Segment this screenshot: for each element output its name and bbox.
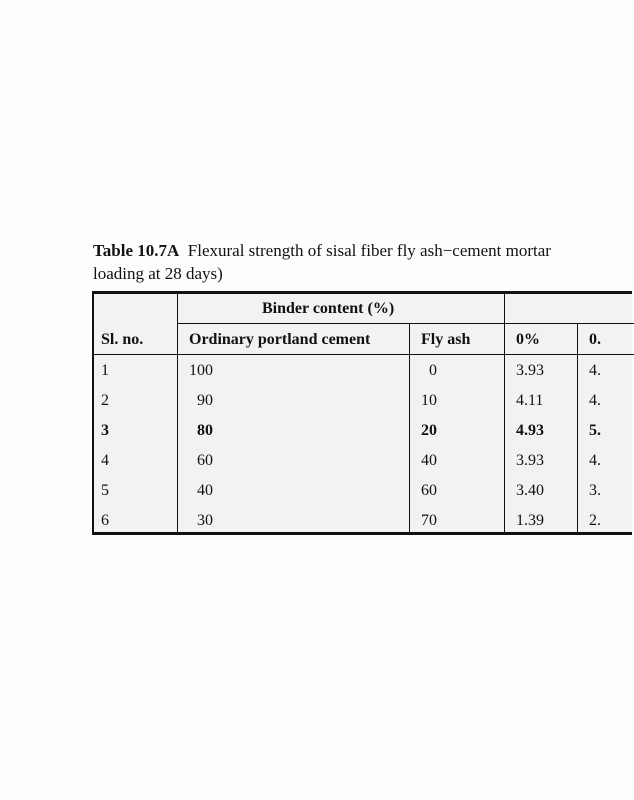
cell-opc: 100 [189,362,213,379]
cell-strength-next: 4. [589,392,601,409]
cell-strength-0: 1.39 [516,512,544,529]
caption-line-2: loading at 28 days) [93,264,223,283]
cell-sl: 5 [101,482,109,499]
col-divider [409,324,410,532]
data-table [92,291,632,535]
binder-content-header: Binder content (%) [262,300,395,317]
cell-sl: 6 [101,512,109,529]
cell-sl: 2 [101,392,109,409]
col-divider [504,294,505,532]
cell-strength-next: 5. [589,422,601,439]
cell-strength-next: 3. [589,482,601,499]
cell-strength-0: 3.93 [516,362,544,379]
zero-percent-header: 0% [516,331,540,348]
cell-strength-next: 2. [589,512,601,529]
cell-sl: 1 [101,362,109,379]
next-percent-header: 0. [589,331,601,348]
cell-strength-0: 3.40 [516,482,544,499]
cell-opc: 30 [197,512,213,529]
cell-strength-next: 4. [589,362,601,379]
cell-fly-ash: 0 [429,362,437,379]
cell-fly-ash: 40 [421,452,437,469]
col-divider [177,294,178,532]
col-divider [577,324,578,532]
caption-line-1 [93,239,613,262]
header-bottom-rule [94,354,634,355]
fly-ash-header: Fly ash [421,331,471,348]
header-divider [177,323,507,324]
cell-fly-ash: 60 [421,482,437,499]
cell-sl: 3 [101,422,109,439]
table-caption [93,239,613,285]
sl-no-header: Sl. no. [101,331,144,348]
cell-strength-next: 4. [589,452,601,469]
cell-fly-ash: 10 [421,392,437,409]
cell-opc: 40 [197,482,213,499]
header-divider [504,323,634,324]
cell-opc: 80 [197,422,213,439]
cell-sl: 4 [101,452,109,469]
cell-strength-0: 4.93 [516,422,544,439]
caption-label: Table 10.7A [93,241,180,260]
cell-strength-0: 4.11 [516,392,544,409]
cell-fly-ash: 70 [421,512,437,529]
caption-text: Flexural strength of sisal fiber fly ash−cement mortar [187,241,551,260]
cell-opc: 90 [197,392,213,409]
cell-strength-0: 3.93 [516,452,544,469]
cell-opc: 60 [197,452,213,469]
cell-fly-ash: 20 [421,422,437,439]
opc-header: Ordinary portland cement [189,331,371,348]
